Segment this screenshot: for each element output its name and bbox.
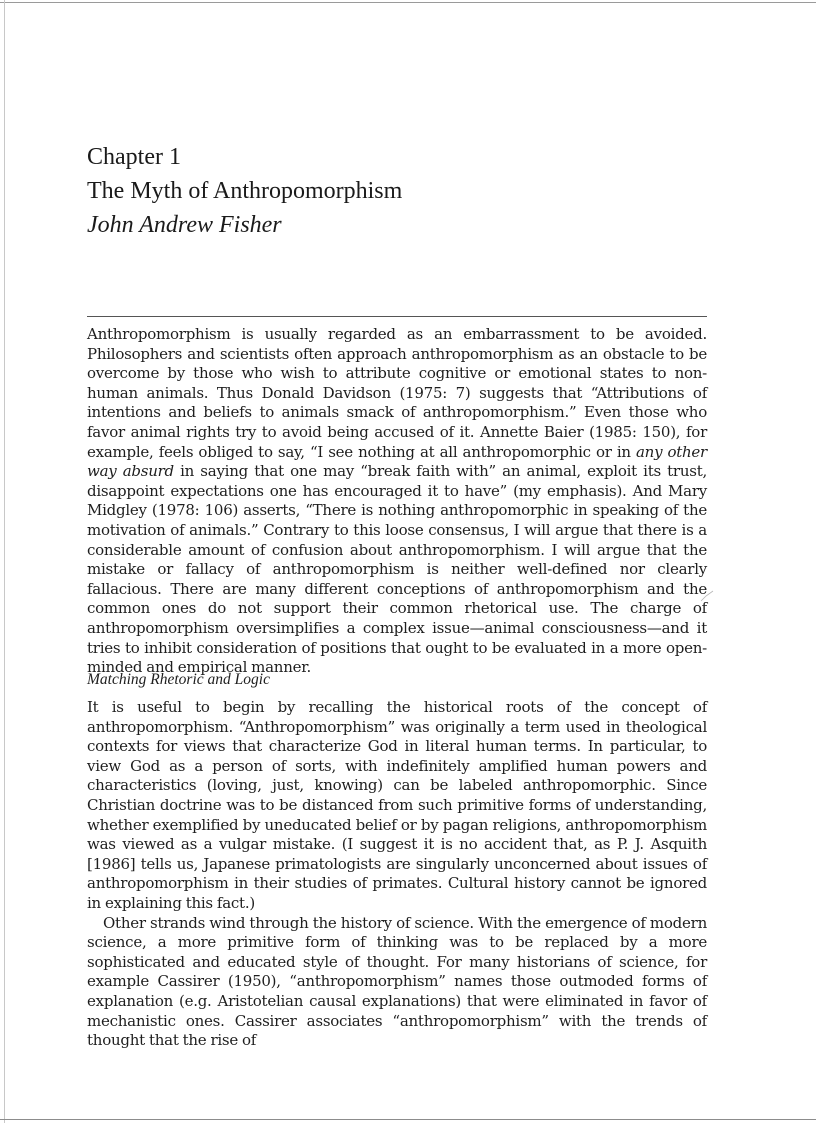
abstract-paragraph [87,325,707,678]
section-heading: Matching Rhetoric and Logic [87,671,270,688]
body-paragraph: It is useful to begin by recalling the historical roots of the concept of anthropomorphism. “Anthropomorphism” was originally a term used in theological contexts for views that characterize God in literal human terms. In particular, to view God as a person of sorts, with indefinitely amplified human powers and characteristics (loving, just, knowing) can be labeled anthropomorphic. Since Christian doctrine was to be distanced from such primitive forms of understanding, whether exemplified by uneducated belief or by pagan religions, anthropomorphism was viewed as a vulgar mistake. (I suggest it is no accident that, as P. J. Asquith [1986] tells us, Japanese primatologists are singularly unconcerned about issues of anthropomorphism in their studies of primates. Cultural history cannot be ignored in explaining this fact.) [87,698,707,912]
abstract-text-start: Anthropomorphism is usually regarded as an embarrassment to be avoided. Philosophers and scientists often approach anthropomorphism as an obstacle to be overcome by those who wish to attribute cognitive or emotional states to non-human animals. Thus Donald Davidson (1975: 7) suggests that “Attributions of intentions and beliefs to animals smack of anthropomorphism.” Even those who favor animal rights try to avoid being accused of it. Annette Baier (1985: 150), for example, feels obliged to say, “I see nothing at all anthropomorphic or in [87,325,707,461]
abstract-emphasis: any other way absurd [87,442,707,481]
abstract-text-end: in saying that one may “break faith with” an animal, exploit its trust, disappoint expectations one has encouraged it to have” (my emphasis). And Mary Midgley (1978: 106) asserts, “There is nothing anthropomorphic in speaking of the motivation of animals.” Contrary to this loose consensus, I will argue that there is a considerable amount of confusion about anthropomorphism. I will argue that the mistake or fallacy of anthropomorphism is neither well-defined nor clearly fallacious. There are many different conceptions of anthropomorphism and the common ones do not support their common rhetorical use. The charge of anthropomorphism oversimplifies a complex issue—animal consciousness—and it tries to inhibit consideration of positions that ought to be evaluated in a more open-minded and empirical manner. [87,462,708,677]
scan-edge-top [0,2,816,3]
chapter-author: John Andrew Fisher [87,212,282,238]
chapter-label: Chapter 1 [87,144,181,170]
scan-edge-left [4,0,5,1123]
scan-edge-bottom [0,1119,816,1120]
chapter-title: The Myth of Anthropomorphism [87,178,403,204]
abstract-divider [87,316,707,317]
chapter-header [87,140,727,242]
abstract [87,325,707,678]
pencil-mark [700,590,714,602]
body-paragraph: Other strands wind through the history of science. With the emergence of modern science, a more primitive form of thinking was to be replaced by a more sophisticated and educated style of thought. For many historians of science, for example Cassirer (1950), “anthropomorphism” names those outmoded forms of explanation (e.g. Aristotelian causal explanations) that were eliminated in favor of mechanistic ones. Cassirer associates “anthropomorphism” with the trends of thought that the rise of [87,913,707,1050]
section-body [87,698,707,1051]
